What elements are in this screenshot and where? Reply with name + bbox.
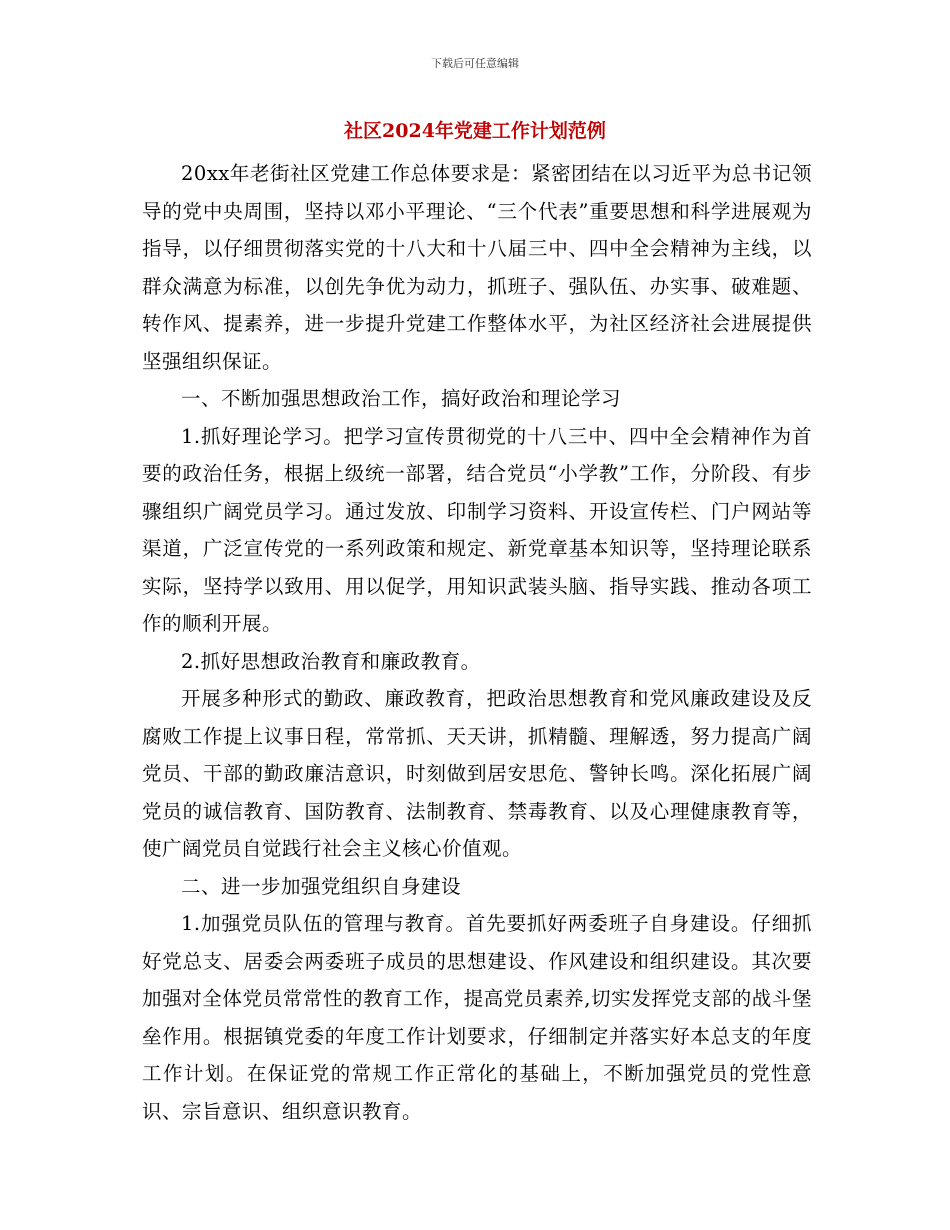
paragraph-1-1: 1.抓好理论学习。把学习宣传贯彻党的十八三中、四中全会精神作为首要的政治任务，根据上级统一部署，结合党员“小学教”工作，分阶段、有步骤组织广阔党员学习。通过发放、印制学习资料、开设宣传栏、门户网站等渠道，广泛宣传党的一系列政策和规定、新党章基本知识等，坚持理论联系实际，坚持学以致用、用以促学，用知识武装头脑、指导实践、推动各项工作的顺利开展。: [142, 424, 812, 635]
document-title: 社区2024年党建工作计划范例: [344, 120, 606, 142]
paragraph-1-2-heading: 2.抓好思想政治教育和廉政教育。: [181, 649, 481, 673]
header-note: 下载后可任意编辑: [431, 57, 519, 70]
document-body: [142, 155, 812, 1130]
section-heading-1: 一、不断加强思想政治工作，搞好政治和理论学习: [181, 387, 622, 410]
paragraph-intro: 20xx年老街社区党建工作总体要求是：紧密团结在以习近平为总书记领导的党中央周围，坚持以邓小平理论、“三个代表”重要思想和科学进展观为指导，以仔细贯彻落实党的十八大和十八届三中、四中全会精神为主线，以群众满意为标准，以创先争优为动力，抓班子、强队伍、办实事、破难题、转作风、提素养，进一步提升党建工作整体水平，为社区经济社会进展提供坚强组织保证。: [142, 162, 812, 373]
paragraph-2-1: 1.加强党员队伍的管理与教育。首先要抓好两委班子自身建设。仔细抓好党总支、居委会两委班子成员的思想建设、作风建设和组织建设。其次要加强对全体党员常常性的教育工作，提高党员素养,切实发挥党支部的战斗堡垒作用。根据镇党委的年度工作计划要求，仔细制定并落实好本总支的年度工作计划。在保证党的常规工作正常化的基础上，不断加强党员的党性意识、宗旨意识、组织意识教育。: [142, 912, 812, 1123]
section-heading-2: 二、进一步加强党组织自身建设: [181, 874, 462, 898]
paragraph-1-2-body: 开展多种形式的勤政、廉政教育，把政治思想教育和党风廉政建设及反腐败工作提上议事日程，常常抓、天天讲，抓精髓、理解透，努力提高广阔党员、干部的勤政廉洁意识，时刻做到居安思危、警钟长鸣。深化拓展广阔党员的诚信教育、国防教育、法制教育、禁毒教育、以及心理健康教育等，使广阔党员自觉践行社会主义核心价值观。: [142, 687, 812, 860]
